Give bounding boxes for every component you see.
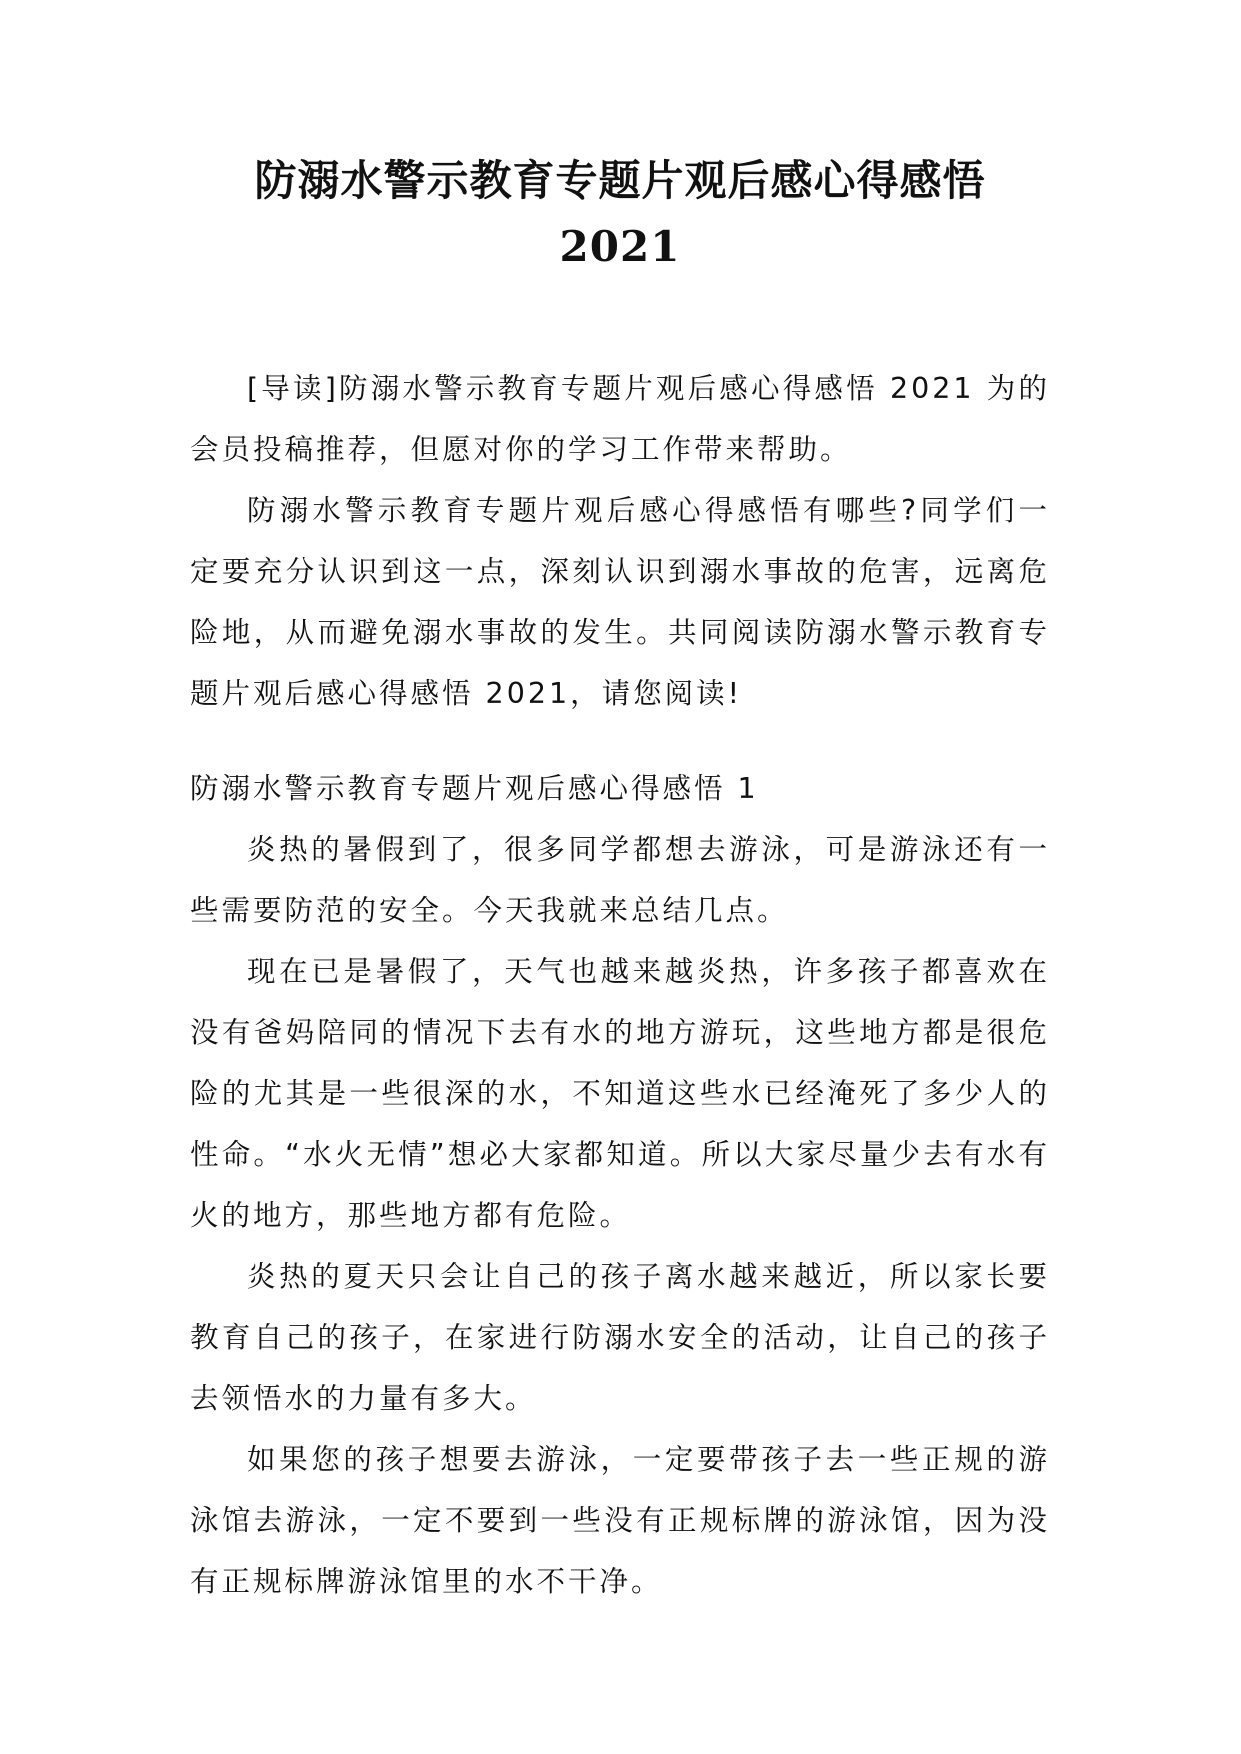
body-paragraph: 如果您的孩子想要去游泳，一定要带孩子去一些正规的游泳馆去游泳，一定不要到一些没有正规标牌的游泳馆，因为没有正规标牌游泳馆里的水不干净。	[190, 1443, 1050, 1598]
title-line-2: 2021	[559, 222, 681, 271]
intro-section	[190, 358, 1050, 724]
document-title	[190, 148, 1050, 280]
title-line-1: 防溺水警示教育专题片观后感心得感悟	[254, 156, 986, 205]
body-paragraph: 炎热的暑假到了，很多同学都想去游泳，可是游泳还有一些需要防范的安全。今天我就来总结几点。	[190, 833, 1050, 927]
section-heading: 防溺水警示教育专题片观后感心得感悟 1	[190, 772, 759, 805]
intro-paragraph: [导读]防溺水警示教育专题片观后感心得感悟 2021 为的会员投稿推荐，但愿对你的学习工作带来帮助。	[190, 372, 1050, 466]
article-section	[190, 758, 1050, 1612]
intro-paragraph: 防溺水警示教育专题片观后感心得感悟有哪些?同学们一定要充分认识到这一点，深刻认识到溺水事故的危害，远离危险地，从而避免溺水事故的发生。共同阅读防溺水警示教育专题片观后感心得感悟 2021，请您阅读!	[190, 494, 1050, 710]
body-paragraph: 现在已是暑假了，天气也越来越炎热，许多孩子都喜欢在没有爸妈陪同的情况下去有水的地方游玩，这些地方都是很危险的尤其是一些很深的水，不知道这些水已经淹死了多少人的性命。“水火无情”想必大家都知道。所以大家尽量少去有水有火的地方，那些地方都有危险。	[190, 955, 1050, 1232]
body-paragraph: 炎热的夏天只会让自己的孩子离水越来越近，所以家长要教育自己的孩子，在家进行防溺水安全的活动，让自己的孩子去领悟水的力量有多大。	[190, 1260, 1050, 1415]
